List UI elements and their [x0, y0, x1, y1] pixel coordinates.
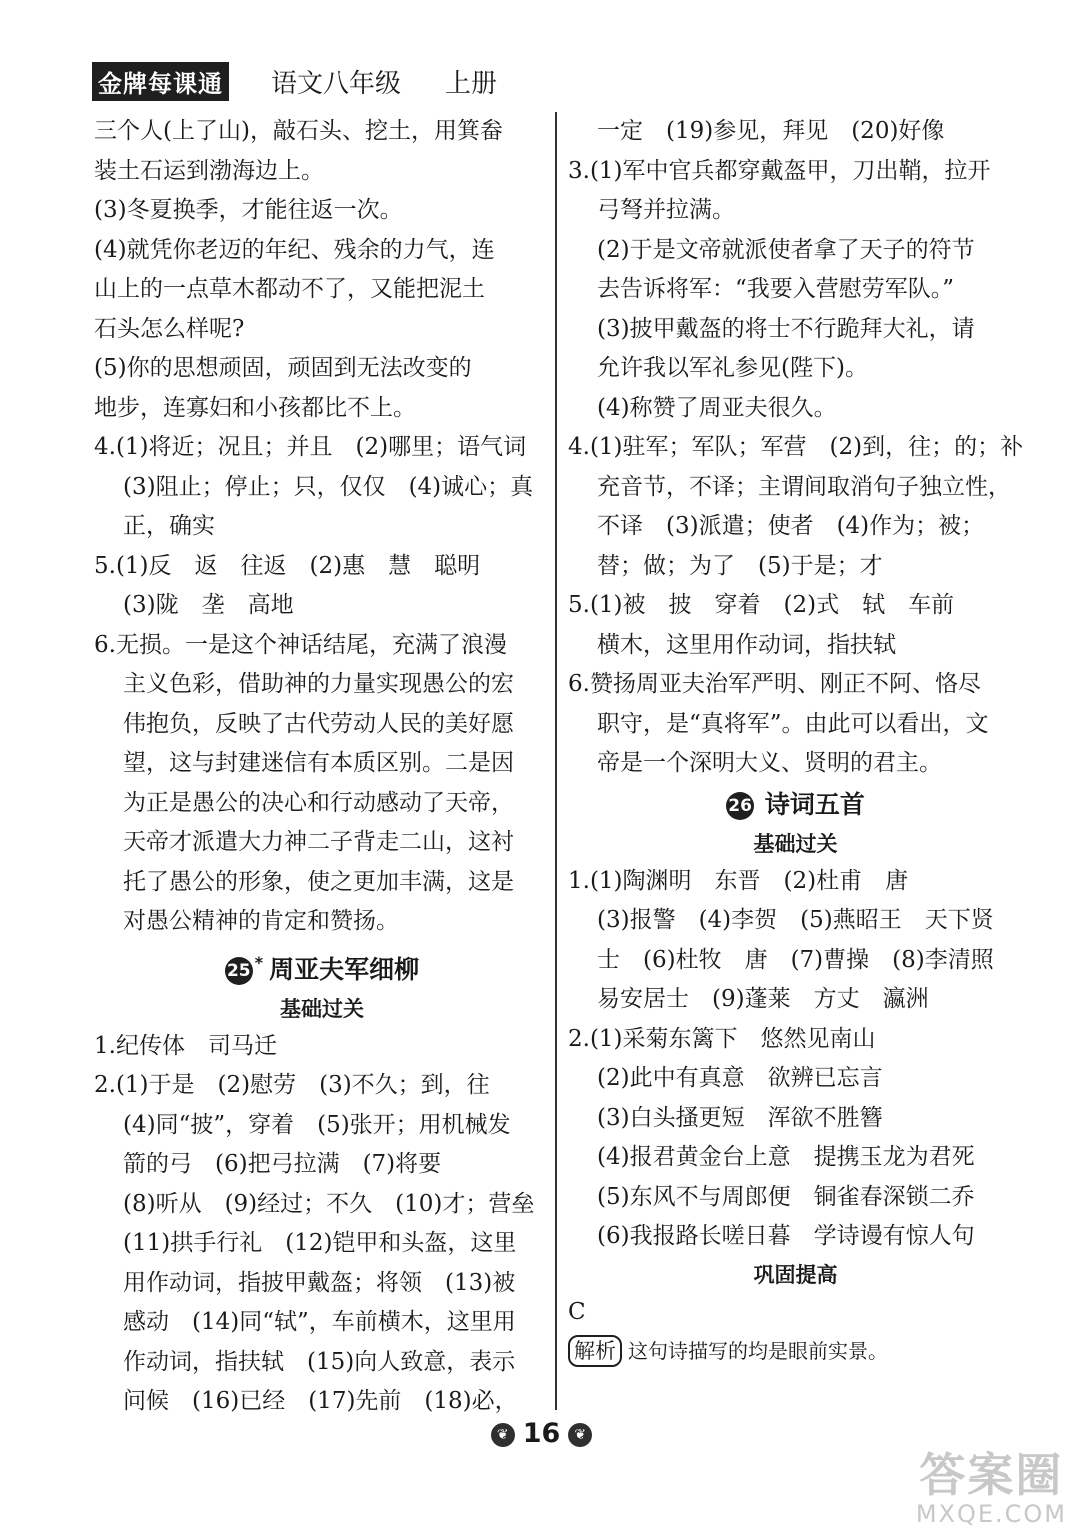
- text-line: (8)听从 (9)经过；不久 (10)才；营垒: [123, 1190, 535, 1217]
- answer-item-4: 4.(1)驻军；军队；军营 (2)到，往；的；补: [568, 434, 1024, 460]
- analysis-tag: 解析: [568, 1335, 622, 1367]
- text-line: (4)称赞了周亚夫很久。: [597, 394, 837, 421]
- answer-item-2: 2.(1)于是 (2)慰劳 (3)不久；到，往: [94, 1072, 490, 1098]
- section-title-text: 周亚夫军细柳: [269, 954, 420, 984]
- text-line: 托了愚公的形象，使之更加丰满，这是: [123, 868, 514, 895]
- text-line: (4)同“披”，穿着 (5)张开；用机械发: [123, 1111, 511, 1138]
- text-line: (3)报警 (4)李贺 (5)燕昭王 天下贤: [597, 907, 994, 933]
- star-mark: *: [254, 952, 264, 972]
- analysis-line: [568, 1332, 1023, 1372]
- analysis-text: 这句诗描写的均是眼前实景。: [628, 1339, 888, 1363]
- subsection-title: 巩固提高: [753, 1262, 838, 1287]
- text-line: (4)就凭你老迈的年纪、残余的力气，连: [94, 236, 495, 263]
- text-line: (2)于是文帝就派使者拿了天子的符节: [597, 236, 975, 263]
- subsection-title: 基础过关: [280, 996, 364, 1021]
- brand-logo: 金牌每课通: [92, 62, 229, 101]
- section-title-text: 诗词五首: [764, 789, 865, 819]
- text-line: 作动词，指扶轼 (15)向人致意，表示: [123, 1348, 516, 1375]
- text-line: (4)报君黄金台上意 提携玉龙为君死: [597, 1144, 975, 1170]
- text-line: 职守，是“真将军”。由此可以看出，文: [597, 710, 989, 737]
- section-title-26: [568, 784, 1023, 826]
- text-line: (5)你的思想顽固，顽固到无法改变的: [94, 355, 472, 381]
- right-column: [568, 112, 1023, 1372]
- text-line: 伟抱负，反映了古代劳动人民的美好愿: [123, 710, 514, 737]
- text-line: 用作动词，指披甲戴盔；将领 (13)被: [123, 1269, 516, 1296]
- left-column: [94, 112, 550, 1422]
- answer-item-5: 5.(1)反 返 往返 (2)惠 慧 聪明: [94, 552, 481, 579]
- text-line: 易安居士 (9)蓬莱 方丈 瀛洲: [597, 986, 929, 1012]
- section-number-badge: 25: [225, 957, 253, 985]
- text-line: 一定 (19)参见，拜见 (20)好像: [597, 118, 945, 144]
- text-line: (11)拱手行礼 (12)铠甲和头盔，这里: [123, 1230, 517, 1256]
- answer-item-3: 3.(1)军中官兵都穿戴盔甲，刀出鞘，拉开: [568, 157, 991, 184]
- text-line: 石头怎么样呢?: [94, 315, 245, 342]
- text-line: 地步，连寡妇和小孩都比不上。: [94, 394, 416, 421]
- text-line: (5)东风不与周郎便 铜雀春深锁二乔: [597, 1183, 975, 1210]
- text-line: 去告诉将军：“我要入营慰劳军队。”: [597, 276, 955, 302]
- text-line: 箭的弓 (6)把弓拉满 (7)将要: [123, 1151, 442, 1177]
- text-line: 问候 (16)已经 (17)先前 (18)必，: [123, 1388, 518, 1414]
- page-footer: [0, 1418, 1083, 1449]
- section-title-25: [94, 942, 550, 991]
- answer-item-1: 1.(1)陶渊明 东晋 (2)杜甫 唐: [568, 867, 909, 894]
- answer-item-6: 6.赞扬周亚夫治军严明、刚正不阿、恪尽: [568, 671, 981, 697]
- text-line: 三个人(上了山)，敲石头、挖土，用箕畚: [94, 118, 503, 144]
- text-line: 充音节，不译；主谓间取消句子独立性，: [597, 473, 1011, 500]
- text-line: 弓弩并拉满。: [597, 197, 735, 223]
- text-line: (2)此中有真意 欲辨已忘言: [597, 1065, 883, 1091]
- text-line: 不译 (3)派遣；使者 (4)作为；被；: [597, 513, 985, 539]
- text-line: 正，确实: [123, 513, 215, 539]
- leaf-icon: ❦: [568, 1423, 592, 1447]
- leaf-icon: ❦: [491, 1423, 515, 1447]
- text-line: 横木，这里用作动词，指扶轼: [597, 631, 896, 658]
- text-line: 为正是愚公的决心和行动感动了天帝，: [123, 789, 514, 816]
- text-line: 感动 (14)同“轼”，车前横木，这里用: [123, 1309, 516, 1335]
- watermark: [916, 1450, 1067, 1528]
- text-line: 望，这与封建迷信有本质区别。二是因: [123, 750, 514, 776]
- text-line: 山上的一点草木都动不了，又能把泥土: [94, 276, 485, 302]
- subject-label: 语文八年级: [271, 68, 402, 99]
- text-line: (6)我报路长嗟日暮 学诗谩有惊人句: [597, 1223, 975, 1249]
- column-divider: [555, 112, 557, 1410]
- subsection-title: 基础过关: [753, 831, 838, 856]
- text-line: 士 (6)杜牧 唐 (7)曹操 (8)李清照: [597, 946, 994, 973]
- text-line: (3)陇 垄 高地: [123, 592, 294, 618]
- text-line: (3)冬夏换季，才能往返一次。: [94, 197, 403, 223]
- section-number-badge: 26: [726, 792, 754, 820]
- answer-item-1: 1.纪传体 司马迁: [94, 1032, 277, 1059]
- text-line: (3)白头搔更短 浑欲不胜簪: [597, 1104, 883, 1131]
- text-line: 装土石运到渤海边上。: [94, 157, 324, 184]
- answer-item-6: 6.无损。一是这个神话结尾，充满了浪漫: [94, 631, 507, 658]
- page-header: [92, 62, 497, 100]
- page-number: 16: [522, 1418, 561, 1449]
- text-line: 主义色彩，借助神的力量实现愚公的宏: [123, 671, 514, 697]
- watermark-url: MXQE.COM: [915, 1500, 1067, 1528]
- text-line: 天帝才派遣大力神二子背走二山，这衬: [123, 829, 514, 855]
- watermark-logo: 答案圈: [919, 1448, 1064, 1502]
- text-line: 允许我以军礼参见(陛下)。: [597, 355, 868, 381]
- answer-item-4: 4.(1)将近；况且；并且 (2)哪里；语气词: [94, 434, 527, 460]
- text-line: 对愚公精神的肯定和赞扬。: [123, 908, 399, 934]
- choice-answer: C: [568, 1298, 586, 1325]
- text-line: 帝是一个深明大义、贤明的君主。: [597, 750, 942, 776]
- text-line: (3)披甲戴盔的将士不行跪拜大礼，请: [597, 315, 975, 342]
- text-line: (3)阻止；停止；只，仅仅 (4)诚心；真: [123, 473, 534, 500]
- text-line: 替；做；为了 (5)于是；才: [597, 552, 883, 579]
- volume-label: 上册: [445, 68, 498, 99]
- answer-item-2: 2.(1)采菊东篱下 悠然见南山: [568, 1025, 876, 1052]
- answer-item-5: 5.(1)被 披 穿着 (2)式 轼 车前: [568, 592, 955, 618]
